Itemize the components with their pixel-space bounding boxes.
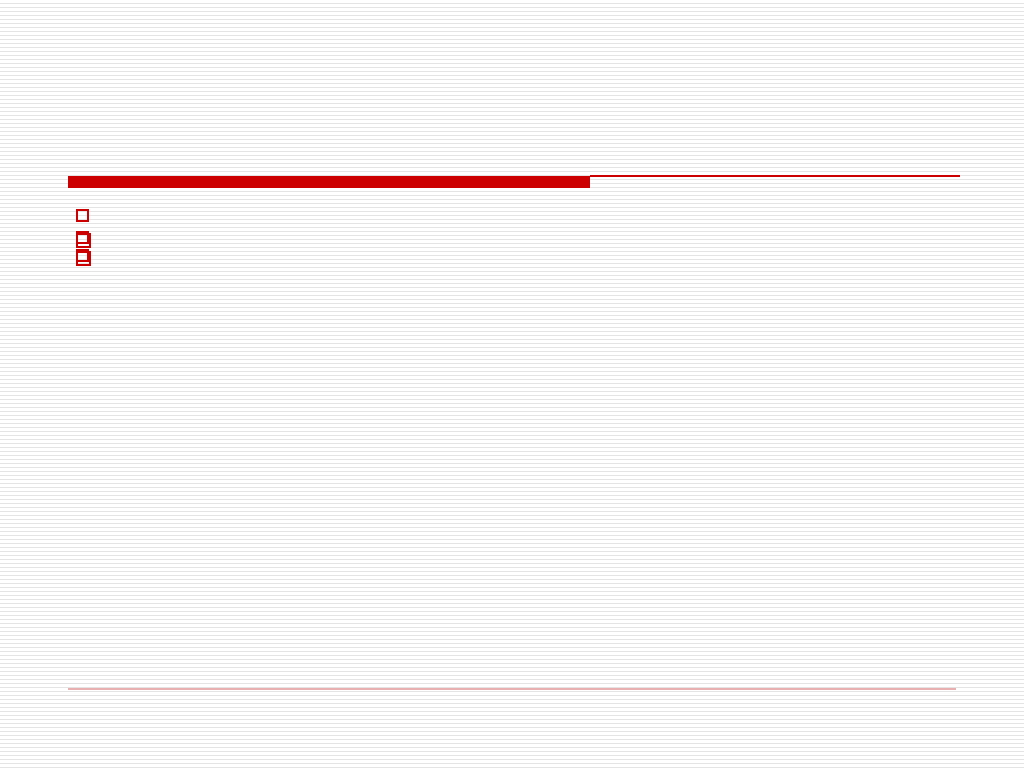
hollow-square-icon <box>76 249 89 262</box>
hollow-square-icon <box>76 209 89 222</box>
hollow-square-icon <box>76 231 89 244</box>
title-underline-thin <box>590 175 960 177</box>
slide-content <box>76 203 946 243</box>
title-underline-bar <box>68 176 590 188</box>
footer-rule <box>68 688 956 690</box>
